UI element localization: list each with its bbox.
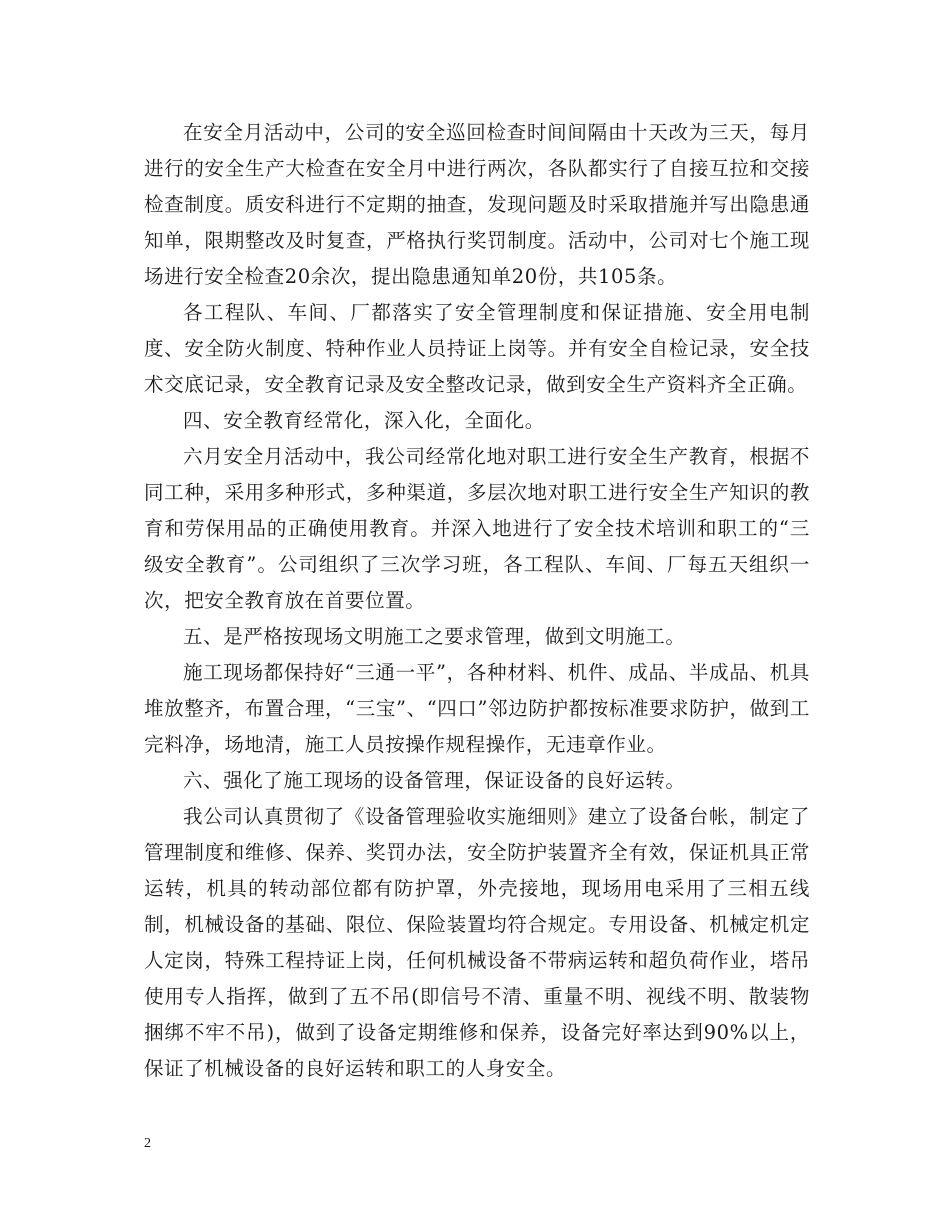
paragraph-safety-inspection: 在安全月活动中，公司的安全巡回检查时间间隔由十天改为三天，每月进行的安全生产大检查在安全月中进行两次，各队都实行了自接互拉和交接检查制度。质安科进行不定期的抽查，发现问题及时采取措施并写出隐患通知单，限期整改及时复查，严格执行奖罚制度。活动中，公司对七个施工现场进行安全检查20余次，提出隐患通知单20份，共105条。 (144, 121, 810, 288)
document-body (144, 115, 810, 1087)
paragraph-safety-education: 六月安全月活动中，我公司经常化地对职工进行安全生产教育，根据不同工种，采用多种形式，多种渠道，多层次地对职工进行安全生产知识的教育和劳保用品的正确使用教育。并深入地进行了安全技术培训和职工的“三级安全教育”。公司组织了三次学习班，各工程队、车间、厂每五天组织一次，把安全教育放在首要位置。 (144, 445, 810, 612)
page-number: 2 (144, 1136, 151, 1151)
paragraph-safety-systems: 各工程队、车间、厂都落实了安全管理制度和保证措施、安全用电制度、安全防火制度、特种作业人员持证上岗等。并有安全自检记录，安全技术交底记录，安全教育记录及安全整改记录，做到安全生产资料齐全正确。 (144, 301, 810, 396)
heading-civilized-construction: 五、是严格按现场文明施工之要求管理，做到文明施工。 (183, 625, 686, 648)
heading-safety-education: 四、安全教育经常化，深入化，全面化。 (183, 409, 545, 432)
paragraph-civilized-construction: 施工现场都保持好“三通一平”，各种材料、机件、成品、半成品、机具堆放整齐，布置合理，“三宝”、“四口”邻边防护都按标准要求防护，做到工完料净，场地清，施工人员按操作规程操作，无违章作业。 (144, 661, 810, 756)
heading-equipment-management: 六、强化了施工现场的设备管理，保证设备的良好运转。 (183, 769, 686, 792)
paragraph-equipment-management: 我公司认真贯彻了《设备管理验收实施细则》建立了设备台帐，制定了管理制度和维修、保养、奖罚办法，安全防护装置齐全有效，保证机具正常运转，机具的转动部位都有防护罩，外壳接地，现场用电采用了三相五线制，机械设备的基础、限位、保险装置均符合规定。专用设备、机械定机定人定岗，特殊工程持证上岗，任何机械设备不带病运转和超负荷作业，塔吊使用专人指挥，做到了五不吊(即信号不清、重量不明、视线不明、散装物捆绑不牢不吊)，做到了设备定期维修和保养，设备完好率达到90%以上，保证了机械设备的良好运转和职工的人身安全。 (144, 805, 810, 1080)
